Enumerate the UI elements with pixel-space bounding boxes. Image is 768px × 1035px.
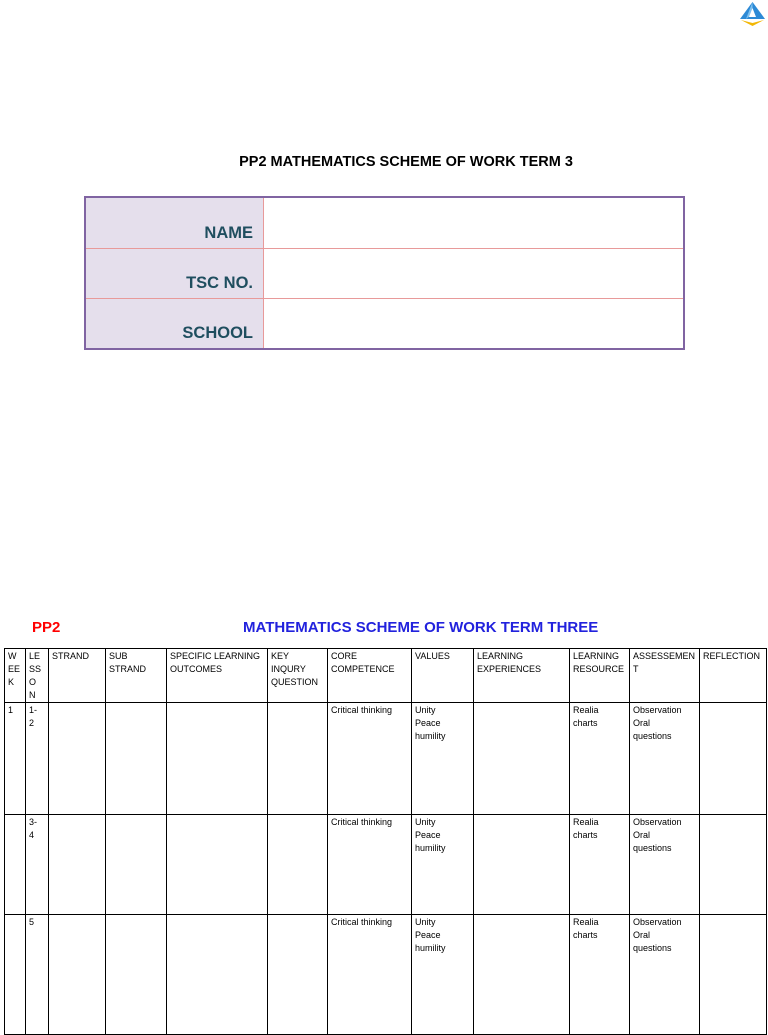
info-value-tsc[interactable]: [264, 248, 685, 298]
cell-text: INQURY: [271, 664, 306, 674]
cell-text: VALUES: [415, 651, 450, 661]
cell-text: N: [29, 690, 36, 700]
cell-resources: [570, 915, 630, 1035]
cell-text: humility: [415, 843, 446, 853]
cell-week: [5, 815, 26, 915]
cell-core-competence: Critical thinking: [328, 815, 412, 915]
cell-text: Observation: [633, 917, 682, 927]
cell-text: 5: [29, 917, 35, 927]
cell-core-competence: Critical thinking: [328, 915, 412, 1035]
cell-text: T: [633, 664, 639, 674]
cell-outcomes: [167, 703, 268, 815]
cell-text: LEARNING: [477, 651, 524, 661]
cell-text: Oral: [633, 830, 651, 840]
info-value-school[interactable]: [264, 298, 685, 349]
cell-experiences: [474, 915, 570, 1035]
column-header: [630, 649, 700, 703]
cell-text: 2: [29, 718, 35, 728]
cell-sub-strand: [106, 815, 167, 915]
cell-strand: [49, 815, 106, 915]
cell-text: 4: [29, 830, 35, 840]
cell-assessment: [630, 703, 700, 815]
cell-sub-strand: [106, 915, 167, 1035]
cell-text: humility: [415, 731, 446, 741]
cell-key-question: [268, 703, 328, 815]
info-label: SCHOOL: [85, 298, 264, 349]
cell-reflection: [700, 703, 767, 815]
cell-lesson: [26, 703, 49, 815]
cell-text: CORE: [331, 651, 358, 661]
cell-strand: [49, 703, 106, 815]
section-heading: MATHEMATICS SCHEME OF WORK TERM THREE: [243, 619, 599, 636]
cell-lesson: [26, 815, 49, 915]
cell-text: ASSESSEMEN: [633, 651, 696, 661]
cell-text: Observation: [633, 817, 682, 827]
scheme-of-work-table: [4, 648, 767, 1035]
cell-text: EE: [8, 664, 21, 674]
column-header: [412, 649, 474, 703]
info-value-name[interactable]: [264, 197, 685, 248]
cell-sub-strand: [106, 703, 167, 815]
column-header: [167, 649, 268, 703]
cell-text: OUTCOMES: [170, 664, 223, 674]
column-header: [106, 649, 167, 703]
column-header: [5, 649, 26, 703]
cell-text: RESOURCE: [573, 664, 625, 674]
column-header: [570, 649, 630, 703]
cell-outcomes: [167, 815, 268, 915]
cell-text: 3-: [29, 817, 38, 827]
cell-text: charts: [573, 830, 598, 840]
cell-text: REFLECTION: [703, 651, 761, 661]
cell-resources: [570, 703, 630, 815]
info-label: TSC NO.: [85, 248, 264, 298]
column-header: [268, 649, 328, 703]
cell-text: W: [8, 651, 17, 661]
cell-week: [5, 915, 26, 1035]
cell-text: 1-: [29, 705, 38, 715]
cell-reflection: [700, 815, 767, 915]
grade-label: PP2: [32, 619, 61, 636]
cell-text: Observation: [633, 705, 682, 715]
cell-text: Unity: [415, 817, 436, 827]
cell-text: humility: [415, 943, 446, 953]
cell-text: questions: [633, 943, 672, 953]
cell-text: STRAND: [109, 664, 147, 674]
cell-reflection: [700, 915, 767, 1035]
cell-experiences: [474, 815, 570, 915]
cell-text: Oral: [633, 930, 651, 940]
cell-text: LE: [29, 651, 41, 661]
cell-values: [412, 915, 474, 1035]
document-title: PP2 MATHEMATICS SCHEME OF WORK TERM 3: [239, 154, 573, 170]
cell-strand: [49, 915, 106, 1035]
cell-text: charts: [573, 718, 598, 728]
cell-values: [412, 703, 474, 815]
cell-key-question: [268, 915, 328, 1035]
cell-text: K: [8, 677, 15, 687]
info-row-name: [85, 197, 684, 248]
table-row: [5, 915, 767, 1035]
cell-text: Peace: [415, 718, 441, 728]
cell-outcomes: [167, 915, 268, 1035]
table-row: [5, 703, 767, 815]
column-header: [700, 649, 767, 703]
cell-text: SPECIFIC LEARNING: [170, 651, 261, 661]
cell-text: SS: [29, 664, 42, 674]
cell-text: Realia: [573, 705, 599, 715]
cell-text: O: [29, 677, 37, 687]
cell-text: KEY: [271, 651, 290, 661]
cell-text: charts: [573, 930, 598, 940]
cell-text: Unity: [415, 705, 436, 715]
triangle-logo-icon: [737, 0, 768, 28]
cell-text: QUESTION: [271, 677, 319, 687]
column-header: [49, 649, 106, 703]
info-label: NAME: [85, 197, 264, 248]
cell-text: LEARNING: [573, 651, 620, 661]
column-header: [474, 649, 570, 703]
column-header: [26, 649, 49, 703]
cell-assessment: [630, 915, 700, 1035]
cell-assessment: [630, 815, 700, 915]
table-row: [5, 815, 767, 915]
cell-text: questions: [633, 731, 672, 741]
cell-text: STRAND: [52, 651, 90, 661]
cell-week: 1: [5, 703, 26, 815]
cell-text: Realia: [573, 817, 599, 827]
column-header: [328, 649, 412, 703]
cell-text: Peace: [415, 830, 441, 840]
cell-experiences: [474, 703, 570, 815]
cell-key-question: [268, 815, 328, 915]
cell-resources: [570, 815, 630, 915]
info-row-school: [85, 298, 684, 349]
cell-text: COMPETENCE: [331, 664, 395, 674]
info-row-tsc: [85, 248, 684, 298]
cell-text: Oral: [633, 718, 651, 728]
cell-text: Unity: [415, 917, 436, 927]
cell-text: questions: [633, 843, 672, 853]
cell-text: EXPERIENCES: [477, 664, 542, 674]
cell-values: [412, 815, 474, 915]
cell-text: Peace: [415, 930, 441, 940]
cell-text: Realia: [573, 917, 599, 927]
table-header-row: [5, 649, 767, 703]
teacher-info-table: [84, 196, 685, 350]
cell-lesson: [26, 915, 49, 1035]
cell-core-competence: Critical thinking: [328, 703, 412, 815]
cell-text: SUB: [109, 651, 128, 661]
